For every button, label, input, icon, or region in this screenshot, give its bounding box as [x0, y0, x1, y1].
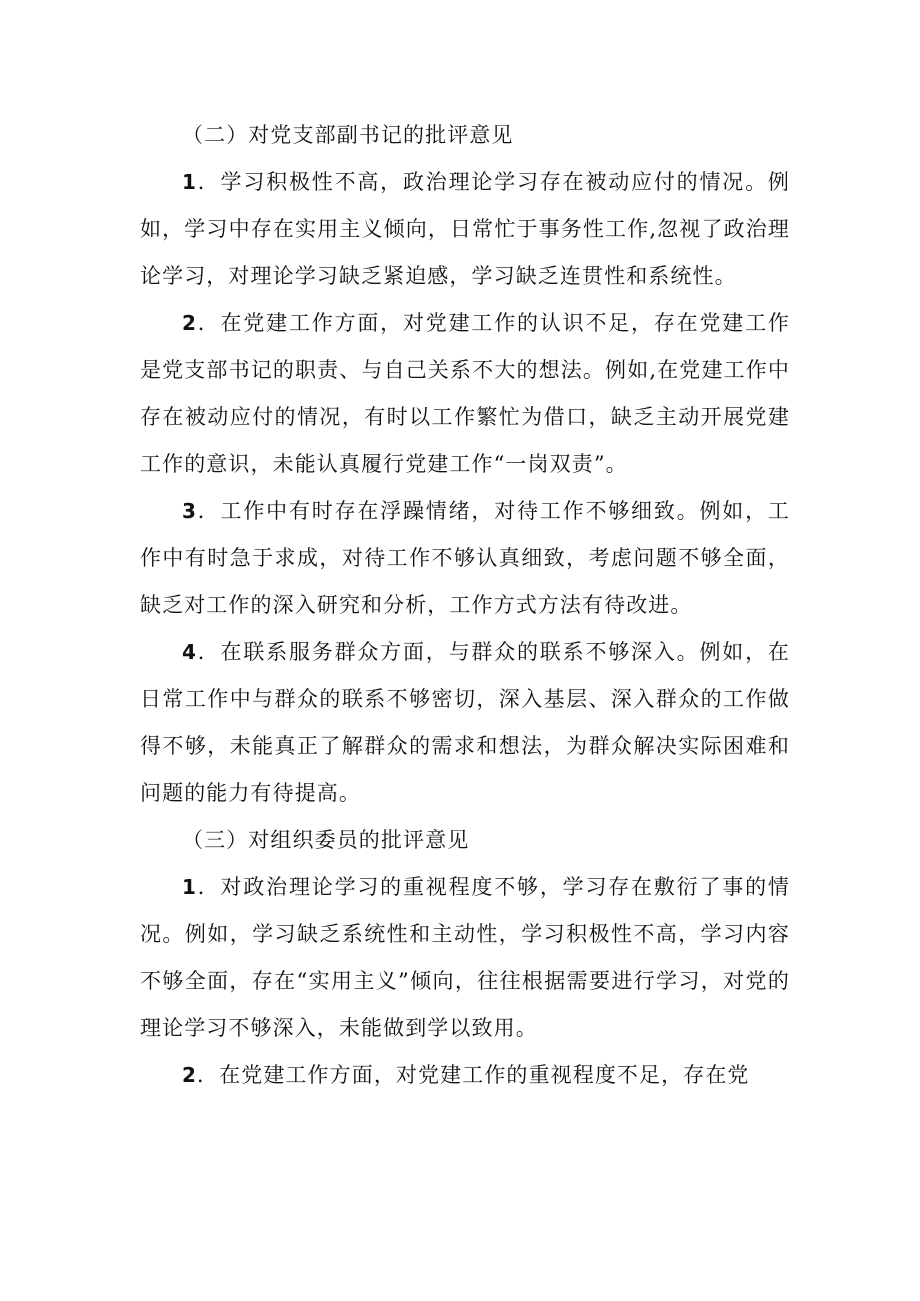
- item-text: ．在党建工作方面，对党建工作的重视程度不足，存在党: [197, 1063, 750, 1087]
- item-number: 1: [182, 170, 198, 194]
- section-heading-deputy-secretary: （二）对党支部副书记的批评意见: [182, 123, 514, 147]
- section-heading-organization-member: （三）对组织委员的批评意见: [182, 828, 470, 852]
- item-text: ．工作中有时存在浮躁情绪，对待工作不够细致。例如，工作中有时急于求成，对待工作不够认真细致，考虑问题不够全面，缺乏对工作的深入研究和分析，工作方式方法有待改进。: [140, 499, 790, 617]
- item-text: ．对政治理论学习的重视程度不够，学习存在敷衍了事的情况。例如，学习缺乏系统性和主动性，学习积极性不高，学习内容不够全面，存在“实用主义”倾向，往往根据需要进行学习，对党的理论学习不够深入，未能做到学以致用。: [140, 875, 790, 1040]
- paragraph-item: [140, 159, 790, 300]
- item-text: ．在联系服务群众方面，与群众的联系不够深入。例如，在日常工作中与群众的联系不够密切，深入基层、深入群众的工作做得不够，未能真正了解群众的需求和想法，为群众解决实际困难和问题的能力有待提高。: [140, 640, 790, 805]
- paragraph-item: [140, 300, 790, 488]
- item-text: ．学习积极性不高，政治理论学习存在被动应付的情况。例如，学习中存在实用主义倾向，日常忙于事务性工作,忽视了政治理论学习，对理论学习缺乏紧迫感，学习缺乏连贯性和系统性。: [140, 170, 790, 288]
- item-number: 2: [182, 1063, 198, 1087]
- item-number: 2: [182, 311, 198, 335]
- item-number: 4: [182, 640, 198, 664]
- paragraph-item: [140, 864, 790, 1052]
- paragraph-item: [140, 629, 790, 817]
- document-body: [140, 112, 790, 1099]
- paragraph-item: [140, 488, 790, 629]
- item-text: ．在党建工作方面，对党建工作的认识不足，存在党建工作是党支部书记的职责、与自己关系不大的想法。例如,在党建工作中存在被动应付的情况，有时以工作繁忙为借口，缺乏主动开展党建工作的意识，未能认真履行党建工作“一岗双责”。: [140, 311, 790, 476]
- item-number: 3: [182, 499, 198, 523]
- paragraph-item: [140, 1052, 790, 1099]
- item-number: 1: [182, 875, 198, 899]
